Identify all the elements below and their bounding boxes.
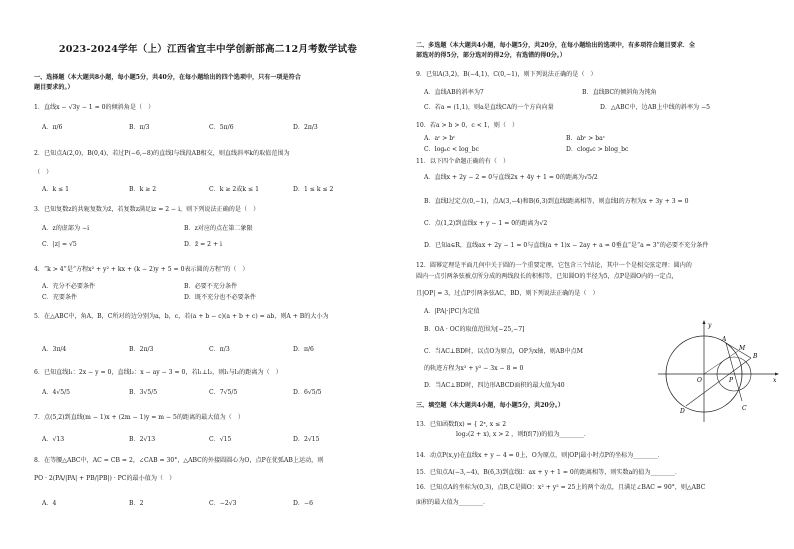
q4-option-b: B．必要不充分条件 [184, 283, 238, 290]
figure-label-m: M [739, 345, 746, 352]
q3-option-d: D．z̄ = 2 + i [184, 241, 222, 248]
question-12-line1: 12．圆幂定理是平面几何中关于圆的一个重要定理，它包含三个结论，其中一个是相交弦定理：圆内的 [416, 262, 692, 269]
question-6: 6．已知直线l₁：2x − y = 0，直线l₂：x − ay − 3 = 0，若l₁⊥l₂，则l₁与l₂的距离为（ ） [34, 369, 282, 376]
question-16-line2: 面积的最大值为________． [416, 499, 490, 506]
q9-option-c: C．若a = (1,1)，则a是直线CA的一个方向向量 [424, 104, 554, 111]
q8-option-c: C．−2√3 [209, 500, 237, 507]
question-5: 5．在△ABC中，角A，B，C所对的边分别为a，b，c，若(a + b − c)(a + b + c) = ab，则A + B的大小为 [34, 313, 329, 320]
figure-label-x: x [773, 377, 777, 384]
q6-option-d: D．6√5/5 [293, 389, 322, 396]
q12-option-a: A．|PA|·|PC|为定值 [424, 308, 480, 315]
q12-option-c-line1: C．当AC⊥BD时，以点O为原点，OP为x轴，则AB中点M [424, 348, 583, 355]
q6-option-a: A．4√5/5 [42, 389, 71, 396]
question-7: 7．点(5,2)到直线(m − 1)x + (2m − 1)y = m − 5的距离的最大值为（ ） [34, 414, 244, 421]
q10-option-b: B．abᶜ > baᶜ [566, 135, 605, 142]
q3-option-c: C．|z| = √5 [42, 241, 77, 248]
q11-option-b: B．直线l过定点(0,−1)，点A(3,−4)和B(6,3)到直线l距离相等，则直线l的方程为x + 3y + 3 = 0 [424, 198, 689, 205]
question-9: 9．已知A(3,2)，B(−4,1)，C(0,−1)，则下列说法正确的是（ ） [416, 71, 597, 78]
q5-option-d: D．π/6 [293, 346, 314, 353]
q10-option-d: D．clogₐc > blog_bc [566, 146, 629, 153]
q1-option-d: D．2π/3 [293, 124, 318, 131]
q1-option-a: A．π/6 [42, 124, 63, 131]
question-12-line3: 且|OP| = 3，过点P引两条弦AC，BD，则下列说法正确的是（ ） [416, 290, 599, 297]
question-16-line1: 16．已知点A的坐标为(0,3)，点B,C是圆O：x² + y² = 25上的两个动点，且满足∠BAC = 90°，则△ABC [416, 484, 706, 491]
section2-heading-line2: 部选对的得5分，部分选对的得2分，有选错的得0分。） [416, 52, 566, 59]
question-13-line1: 13．已知函数f(x) = { 2ˣ, x ≤ 2 [416, 421, 507, 428]
question-10: 10．若a > b > 0，c < 1，则（ ） [416, 122, 519, 129]
q4-option-d: D．既不充分也不必要条件 [184, 294, 256, 301]
q12-option-b: B．OA · OC的取值范围为[−25,−7] [424, 326, 525, 333]
figure-label-p: P [729, 377, 734, 384]
q1-option-b: B．π/3 [129, 124, 150, 131]
q10-option-c: C．logₐc < log_bc [424, 146, 479, 153]
q7-option-d: D．2√15 [293, 436, 320, 443]
q5-option-b: B．2π/3 [129, 346, 154, 353]
section2-heading-line1: 二、多选题（本大题共4小题，每小题5分，共20分，在每小题给出的选项中，有多项符合题目要求．全 [416, 42, 695, 49]
figure-label-c: C [742, 405, 747, 412]
figure-label-b: B [753, 353, 758, 360]
q11-option-c: C．点(1,2)到直线x + y − 1 = 0的距离为√2 [424, 220, 548, 227]
q7-option-b: B．2√13 [129, 436, 156, 443]
q7-option-a: A．√13 [42, 436, 65, 443]
figure-label-d: D [680, 408, 685, 415]
q1-option-c: C．5π/6 [209, 124, 234, 131]
question-12-line2: 圆内一点引两条弦被点所分成的两线段长的积相等，已知圆O的半径为5，点P是圆O内的一定点， [416, 273, 678, 280]
q9-option-d: D．△ABC中，边AB上中线的斜率为 −5 [600, 104, 711, 111]
question-4: 4．“k > 4”是“方程x² + y² + kx + (k − 2)y + 5 = 0表示圆的方程”的（ ） [34, 266, 249, 273]
q2-option-c: C．k ≥ 2或k ≤ 1 [209, 186, 259, 193]
q2-option-b: B．k ≥ 2 [129, 186, 157, 193]
figure-y-arrow [703, 320, 706, 324]
q6-option-b: B．3√5/5 [129, 389, 158, 396]
page-title: 2023-2024学年（上）江西省宜丰中学创新部高二12月考数学试卷 [58, 44, 358, 55]
q9-option-b: B．直线BC的倾斜角为钝角 [582, 89, 657, 96]
q10-option-a: A．aᶜ > bᶜ [424, 135, 456, 142]
question-13-line2: log₂(2 + x), x > 2 ，则f(f(7))的值为________． [456, 431, 590, 438]
q8-option-a: A．4 [42, 500, 57, 507]
q8-option-d: D．−6 [293, 500, 313, 507]
q5-option-a: A．3π/4 [42, 346, 67, 353]
question-2-line1: 2．已知点A(2,0)，B(0,4)，若过P(−6,−8)的直线l与线段AB相交，则直线斜率k的取值范围为 [34, 150, 290, 157]
question-14: 14．动点P(x,y)在直线x + y − 4 = 0上，O为原点，则|OP|最小时点P的坐标为________． [416, 452, 664, 459]
q8-option-b: B．2 [129, 500, 144, 507]
q2-option-d: D．1 ≤ k ≤ 2 [293, 186, 334, 193]
figure-label-a: A [722, 336, 727, 343]
q5-option-c: C．π/3 [209, 346, 230, 353]
section1-heading-line1: 一、选择题（本大题共8小题，每小题5分，共40分，在每小题给出的四个选项中，只有一项是符合 [34, 74, 301, 81]
q12-option-d: D．当AC⊥BD时，四边形ABCD面积的最大值为40 [424, 382, 565, 389]
circle-chord-figure [656, 318, 781, 426]
q2-option-a: A．k ≤ 1 [42, 186, 70, 193]
figure-label-y: y [708, 322, 712, 329]
question-2-line2: （ ） [34, 169, 53, 176]
question-8-line1: 8．在等腰△ABC中，AC = CB = 2，∠CAB = 30°，△ABC的外接圆圆心为O，点P在优弧AB上运动，则 [34, 457, 324, 464]
q12-option-c-line2: 的轨迹方程为x² + y² − 3x − 8 = 0 [424, 365, 524, 372]
figure-segment-om [704, 351, 738, 374]
q9-option-a: A．直线AB的斜率为7 [424, 89, 484, 96]
q11-option-a: A．直线x + 2y − 2 = 0与直线2x + 4y + 1 = 0的距离为√5/2 [424, 174, 598, 181]
section3-heading: 三、填空题（本大题共4小题，每小题5分，共20分。） [416, 402, 564, 409]
question-15: 15．已知点A(−3,−4)，B(6,3)到直线l：ax + y + 1 = 0的距离相等，则实数a的值为________． [416, 469, 681, 476]
section1-heading-line2: 题目要求的。） [34, 84, 74, 91]
q4-option-c: C．充要条件 [42, 294, 78, 301]
q6-option-c: C．7√5/5 [209, 389, 238, 396]
q7-option-c: C．√15 [209, 436, 232, 443]
question-11: 11．以下四个命题正确的有（ ） [416, 158, 510, 165]
question-8-line2: PO · 2(PA/|PA| + PB/|PB|) · PC的最小值为（ ） [34, 475, 176, 482]
figure-x-arrow [775, 373, 779, 376]
q4-option-a: A．充分不必要条件 [42, 283, 96, 290]
q3-option-b: B．z对应的点在第二象限 [184, 225, 253, 232]
question-3: 3．已知复数z的共轭复数为z̄，若复数z满足iz = 2 − i，则下列说法正确的是（ ） [34, 206, 260, 213]
q3-option-a: A．z的虚部为 −i [42, 225, 90, 232]
figure-label-o: O [697, 377, 702, 384]
q11-option-d: D．已知a∈R，直线ax + 2y − 1 = 0与直线(a + 1)x − 2ay + a = 0垂直“是“a = 3”的必要不充分条件 [424, 242, 709, 249]
question-1: 1．直线x − √3y − 1 = 0的倾斜角是（ ） [34, 104, 155, 111]
